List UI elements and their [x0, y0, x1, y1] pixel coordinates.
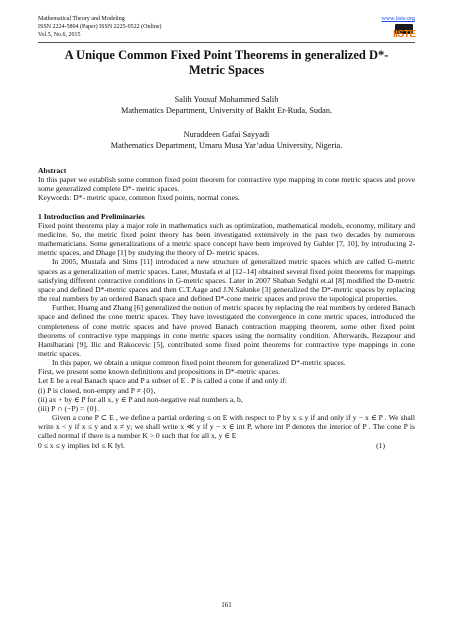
author-affiliation: Mathematics Department, Umaru Musa Yar’adua University, Nigeria.	[110, 141, 343, 150]
author-block-1	[40, 94, 413, 116]
equation-row	[38, 441, 415, 450]
running-header	[38, 15, 415, 39]
paragraph: Further, Huang and Zhang [6] generalized the notion of metric spaces by replacing the real numbers by ordered Banach space and defined the cone metric spaces. They have investigated the convergence in cone metric spaces, introduced the completeness of cone metric spaces and have proved Banach contraction mapping theorem, some other fixed point theorems of contractive type mappings in cone metric spaces using the normality condition. Afterwards, Rezapour and Hamlbarani [9], Ilic and Rakocevic [5], contributed some fixed point theorems for contractive type mappings in cone metric spaces.	[38, 303, 416, 358]
paper-title: A Unique Common Fixed Point Theorems in generalized D*-Metric Spaces	[64, 48, 389, 77]
abstract-text: In this paper we establish some common fixed point theorem for contractive type mapping in cone metric spaces and prove some generalized complete D*- metric spaces.	[38, 175, 415, 194]
abstract-heading: Abstract	[38, 166, 67, 175]
definitions-intro: First, we present some known definitions and propositions in D*-metric spaces.	[38, 367, 281, 377]
ordering-paragraph: Given a cone P ⊂ E , we define a partial ordering ≤ on E with respect to P by x ≤ y if and only if y − x ∈ P . We shall write x < y if x ≤ y and x ≠ y; we shall write x ≪ y if y − x ∈ int P, where int P denotes the interior of P . The cone P is called normal if there is a number K > 0 such that for all x, y ∈ E	[38, 413, 415, 441]
logo-text: IISTE	[393, 29, 416, 40]
volume-line: Vol.5, No.6, 2015	[38, 32, 81, 38]
author-name: Nuraddeen Gafai Sayyadi	[183, 130, 270, 139]
journal-url-link[interactable]: www.iiste.org	[381, 16, 415, 22]
paper-body	[38, 166, 415, 450]
iiste-logo	[393, 24, 415, 44]
paragraph: Fixed point theorems play a major role in mathematics such as optimization, mathematical models, economy, military and medicine. So, the metric fixed point theory has been investigated extensively in the past two decades by numerous mathematicians. Some generalizations of a metric space concept have been improved by Gahler [7, 10], by introducing 2-metric spaces, and Dhage [1] by studying the theory of D- metric spaces.	[38, 220, 415, 258]
header-divider	[38, 42, 415, 43]
author-block-2	[40, 129, 413, 151]
cone-condition: (i) P is closed, non-empty and P ≠ {0},	[38, 385, 156, 395]
author-name: Salih Yousuf Mohammed Salih	[174, 95, 279, 104]
cone-condition: (ii) ax + by ∈ P for all x, y ∈ P and non-negative real numbers a, b,	[38, 394, 243, 404]
page-number: 161	[221, 601, 232, 609]
equation: 0 ≤ x ≤ y implies ‖x‖ ≤ K ‖y‖.	[38, 440, 125, 450]
section-heading: 1 Introduction and Preliminaries	[38, 211, 145, 221]
journal-name: Mathematical Theory and Modeling	[38, 16, 125, 22]
paragraph: In this paper, we obtain a unique common fixed point theorem for generalized D*-metric spaces.	[52, 358, 346, 368]
cone-definition-line: Let E be a real Banach space and P a subset of E . P is called a cone if and only if:	[38, 376, 287, 386]
keywords: Keywords: D*- metric space, common fixed points, normal cones.	[38, 193, 240, 203]
equation-number: (1)	[376, 440, 385, 450]
cone-condition: (iii) P ∩ (−P) = {0}.	[38, 403, 100, 413]
issn-line: ISSN 2224-5804 (Paper) ISSN 2225-0522 (Online)	[38, 24, 162, 30]
author-affiliation: Mathematics Department, University of Bakht Er-Ruda, Sudan.	[120, 106, 333, 115]
paragraph: In 2005, Mustafa and Sims [11] introduced a new structure of generalized metric spaces which are called G-metric spaces as a generalization of metric spaces. Later, Mustafa et al [12–14] obtained several fixed point theorems for mappings satisfying different contractive conditions in G-metric spaces. Later in 2007 Shaban Sedghi et.al [8] modified the D-metric space and defined D*-metric spaces and then C.T.Aage and J.N.Salunke [3] generalized the D*-metric spaces by replacing the real numbers by an ordered Banach space and defined D*-cone metric spaces and prove the topological properties.	[38, 257, 415, 304]
